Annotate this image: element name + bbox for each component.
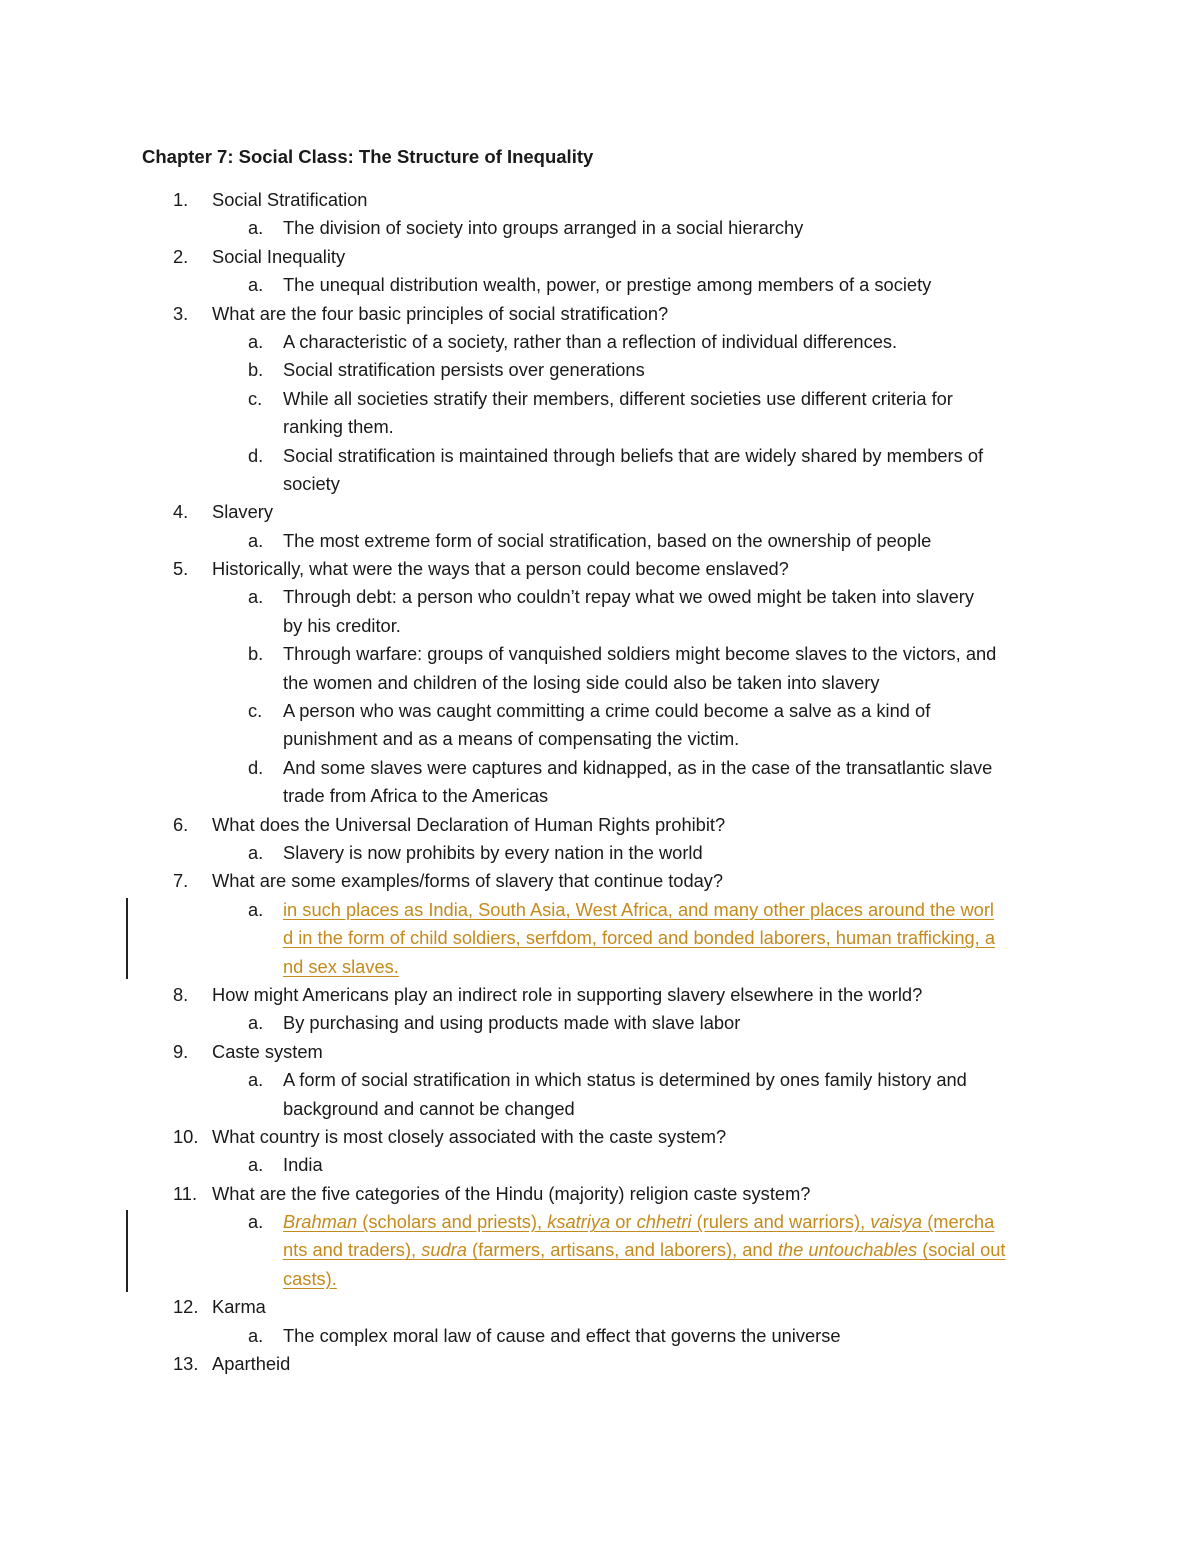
caste-term: sudra	[421, 1239, 467, 1261]
sub-item-text: A person who was caught committing a crime could become a salve as a kind of	[283, 700, 931, 722]
sub-item-marker: a.	[248, 1324, 264, 1346]
sub-item-text: Social stratification persists over generations	[283, 359, 645, 381]
caste-description: (mercha	[922, 1211, 995, 1233]
sub-item-line	[0, 754, 1200, 782]
sub-item-marker: b.	[248, 643, 264, 665]
item-number: 13.	[173, 1353, 199, 1375]
outline-item	[0, 1123, 1200, 1151]
sub-item-text: A form of social stratification in which status is determined by ones family history and	[283, 1069, 967, 1091]
sub-item-marker: a.	[248, 217, 264, 239]
sub-item-line	[0, 697, 1200, 725]
item-number: 12.	[173, 1296, 199, 1318]
sub-item-text: A characteristic of a society, rather than a reflection of individual differences.	[283, 330, 898, 352]
sub-item-text: punishment and as a means of compensating the victim.	[283, 728, 740, 750]
sub-item-text: The division of society into groups arranged in a social hierarchy	[283, 217, 804, 239]
item-heading: Karma	[212, 1296, 266, 1318]
sub-item-line	[0, 214, 1200, 242]
sub-item-line	[0, 328, 1200, 356]
item-heading: Apartheid	[212, 1353, 291, 1375]
sub-item-text: ranking them.	[283, 416, 394, 438]
sub-item-marker: c.	[248, 387, 263, 409]
outline-item	[0, 498, 1200, 526]
item-heading: What does the Universal Declaration of Human Rights prohibit?	[212, 813, 726, 835]
sub-item-line	[0, 356, 1200, 384]
sub-item-line	[0, 470, 1200, 498]
outline-item	[0, 867, 1200, 895]
sub-item-line	[0, 1151, 1200, 1179]
item-number: 1.	[173, 189, 189, 210]
tracked-insertion-text	[283, 1208, 994, 1236]
sub-item-line	[0, 1322, 1200, 1350]
sub-item-line	[0, 271, 1200, 299]
sub-item-line	[0, 527, 1200, 555]
outline-item	[0, 1293, 1200, 1321]
sub-item-line	[0, 385, 1200, 413]
sub-item-text: The unequal distribution wealth, power, or prestige among members of a society	[283, 274, 932, 296]
caste-term: vaisya	[870, 1211, 923, 1233]
sub-item-line	[0, 612, 1200, 640]
caste-description: (farmers, artisans, and laborers), and	[466, 1239, 778, 1261]
sub-item-marker: a.	[248, 330, 264, 352]
outline-item	[0, 1038, 1200, 1066]
item-number: 2.	[173, 245, 189, 267]
sub-item-marker: d.	[248, 444, 264, 466]
item-heading: What are the five categories of the Hindu (majority) religion caste system?	[212, 1182, 811, 1204]
sub-item-line	[0, 924, 1200, 952]
tracked-insertion-text	[283, 1265, 337, 1293]
sub-item-marker: a.	[248, 1211, 264, 1233]
outline-item	[0, 555, 1200, 583]
item-number: 10.	[173, 1125, 199, 1147]
sub-item-marker: a.	[248, 841, 264, 863]
sub-item-line	[0, 1265, 1200, 1293]
sub-item-line	[0, 896, 1200, 924]
item-number: 9.	[173, 1040, 189, 1062]
outline-item	[0, 1180, 1200, 1208]
caste-description: or	[610, 1211, 637, 1233]
item-number: 5.	[173, 558, 189, 580]
outline-item	[0, 243, 1200, 271]
caste-description: casts).	[283, 1267, 337, 1289]
item-heading: Historically, what were the ways that a person could become enslaved?	[212, 558, 789, 580]
item-number: 7.	[173, 870, 189, 892]
sub-item-text: And some slaves were captures and kidnapped, as in the case of the transatlantic slave	[283, 756, 993, 778]
sub-item-text: The complex moral law of cause and effect that governs the universe	[283, 1324, 841, 1346]
sub-item-line	[0, 413, 1200, 441]
outline-item	[0, 1350, 1200, 1378]
sub-item-marker: a.	[248, 898, 264, 920]
tracked-insertion-text: d in the form of child soldiers, serfdom, forced and bonded laborers, human trafficking, a	[283, 927, 995, 949]
item-heading: What are the four basic principles of social stratification?	[212, 302, 669, 324]
change-bar	[126, 1210, 128, 1291]
sub-item-text: society	[283, 472, 340, 494]
item-heading: Slavery	[212, 501, 273, 523]
sub-item-marker: c.	[248, 700, 263, 722]
item-heading: What country is most closely associated with the caste system?	[212, 1125, 727, 1147]
sub-item-line	[0, 442, 1200, 470]
item-number: 3.	[173, 302, 189, 324]
sub-item-text: trade from Africa to the Americas	[283, 785, 549, 807]
item-number: 8.	[173, 983, 189, 1005]
tracked-insertion-text	[283, 1236, 1006, 1264]
outline-item	[0, 300, 1200, 328]
sub-item-line	[0, 640, 1200, 668]
sub-item-text: the women and children of the losing side could also be taken into slavery	[283, 671, 880, 693]
tracked-insertion-text: in such places as India, South Asia, West Africa, and many other places around the worl	[283, 898, 994, 920]
sub-item-line	[0, 1208, 1200, 1236]
caste-description: (rulers and warriors),	[691, 1211, 871, 1233]
sub-item-line	[0, 839, 1200, 867]
sub-item-marker: d.	[248, 756, 264, 778]
outline-item	[0, 811, 1200, 839]
sub-item-marker: a.	[248, 1154, 264, 1176]
sub-item-line	[0, 1009, 1200, 1037]
sub-item-text: Through debt: a person who couldn’t repay what we owed might be taken into slavery	[283, 586, 975, 608]
item-number: 4.	[173, 501, 189, 523]
sub-item-text: The most extreme form of social stratification, based on the ownership of people	[283, 529, 932, 551]
item-heading: How might Americans play an indirect role in supporting slavery elsewhere in the world?	[212, 983, 923, 1005]
caste-term: chhetri	[636, 1211, 692, 1233]
caste-description: (social out	[917, 1239, 1006, 1261]
caste-description: nts and traders),	[283, 1239, 422, 1261]
sub-item-line	[0, 1236, 1200, 1264]
sub-item-marker: a.	[248, 586, 264, 608]
sub-item-marker: a.	[248, 1069, 264, 1091]
caste-term: Brahman	[283, 1211, 358, 1233]
caste-description: (scholars and priests),	[357, 1211, 548, 1233]
sub-item-text: While all societies stratify their members, different societies use different criteria for	[283, 387, 953, 409]
sub-item-text: By purchasing and using products made with slave labor	[283, 1012, 741, 1034]
tracked-insertion-text: nd sex slaves.	[283, 955, 399, 977]
item-number: 11.	[173, 1182, 198, 1204]
sub-item-text: Slavery is now prohibits by every nation in the world	[283, 841, 703, 863]
sub-item-text: by his creditor.	[283, 614, 401, 636]
item-number: 6.	[173, 813, 189, 835]
sub-item-line	[0, 1095, 1200, 1123]
page-title: Chapter 7: Social Class: The Structure of Inequality	[142, 146, 594, 167]
sub-item-line	[0, 669, 1200, 697]
sub-item-line	[0, 953, 1200, 981]
item-heading: What are some examples/forms of slavery that continue today?	[212, 870, 724, 892]
item-heading: Social Stratification	[212, 189, 368, 210]
sub-item-text: background and cannot be changed	[283, 1097, 575, 1119]
item-heading: Social Inequality	[212, 245, 346, 267]
caste-term: the untouchables	[777, 1239, 918, 1261]
sub-item-marker: a.	[248, 529, 264, 551]
outline-item	[0, 186, 1200, 214]
sub-item-text: Social stratification is maintained through beliefs that are widely shared by members of	[283, 444, 984, 466]
sub-item-marker: a.	[248, 274, 264, 296]
item-heading: Caste system	[212, 1040, 323, 1062]
sub-item-marker: a.	[248, 1012, 264, 1034]
sub-item-line	[0, 583, 1200, 611]
sub-item-text: India	[283, 1154, 323, 1176]
change-bar	[126, 898, 128, 979]
sub-item-marker: b.	[248, 359, 264, 381]
sub-item-line	[0, 782, 1200, 810]
sub-item-line	[0, 1066, 1200, 1094]
sub-item-line	[0, 725, 1200, 753]
outline-list	[0, 186, 1200, 1378]
outline-item	[0, 981, 1200, 1009]
sub-item-text: Through warfare: groups of vanquished soldiers might become slaves to the victors, and	[283, 643, 997, 665]
caste-term: ksatriya	[547, 1211, 611, 1233]
